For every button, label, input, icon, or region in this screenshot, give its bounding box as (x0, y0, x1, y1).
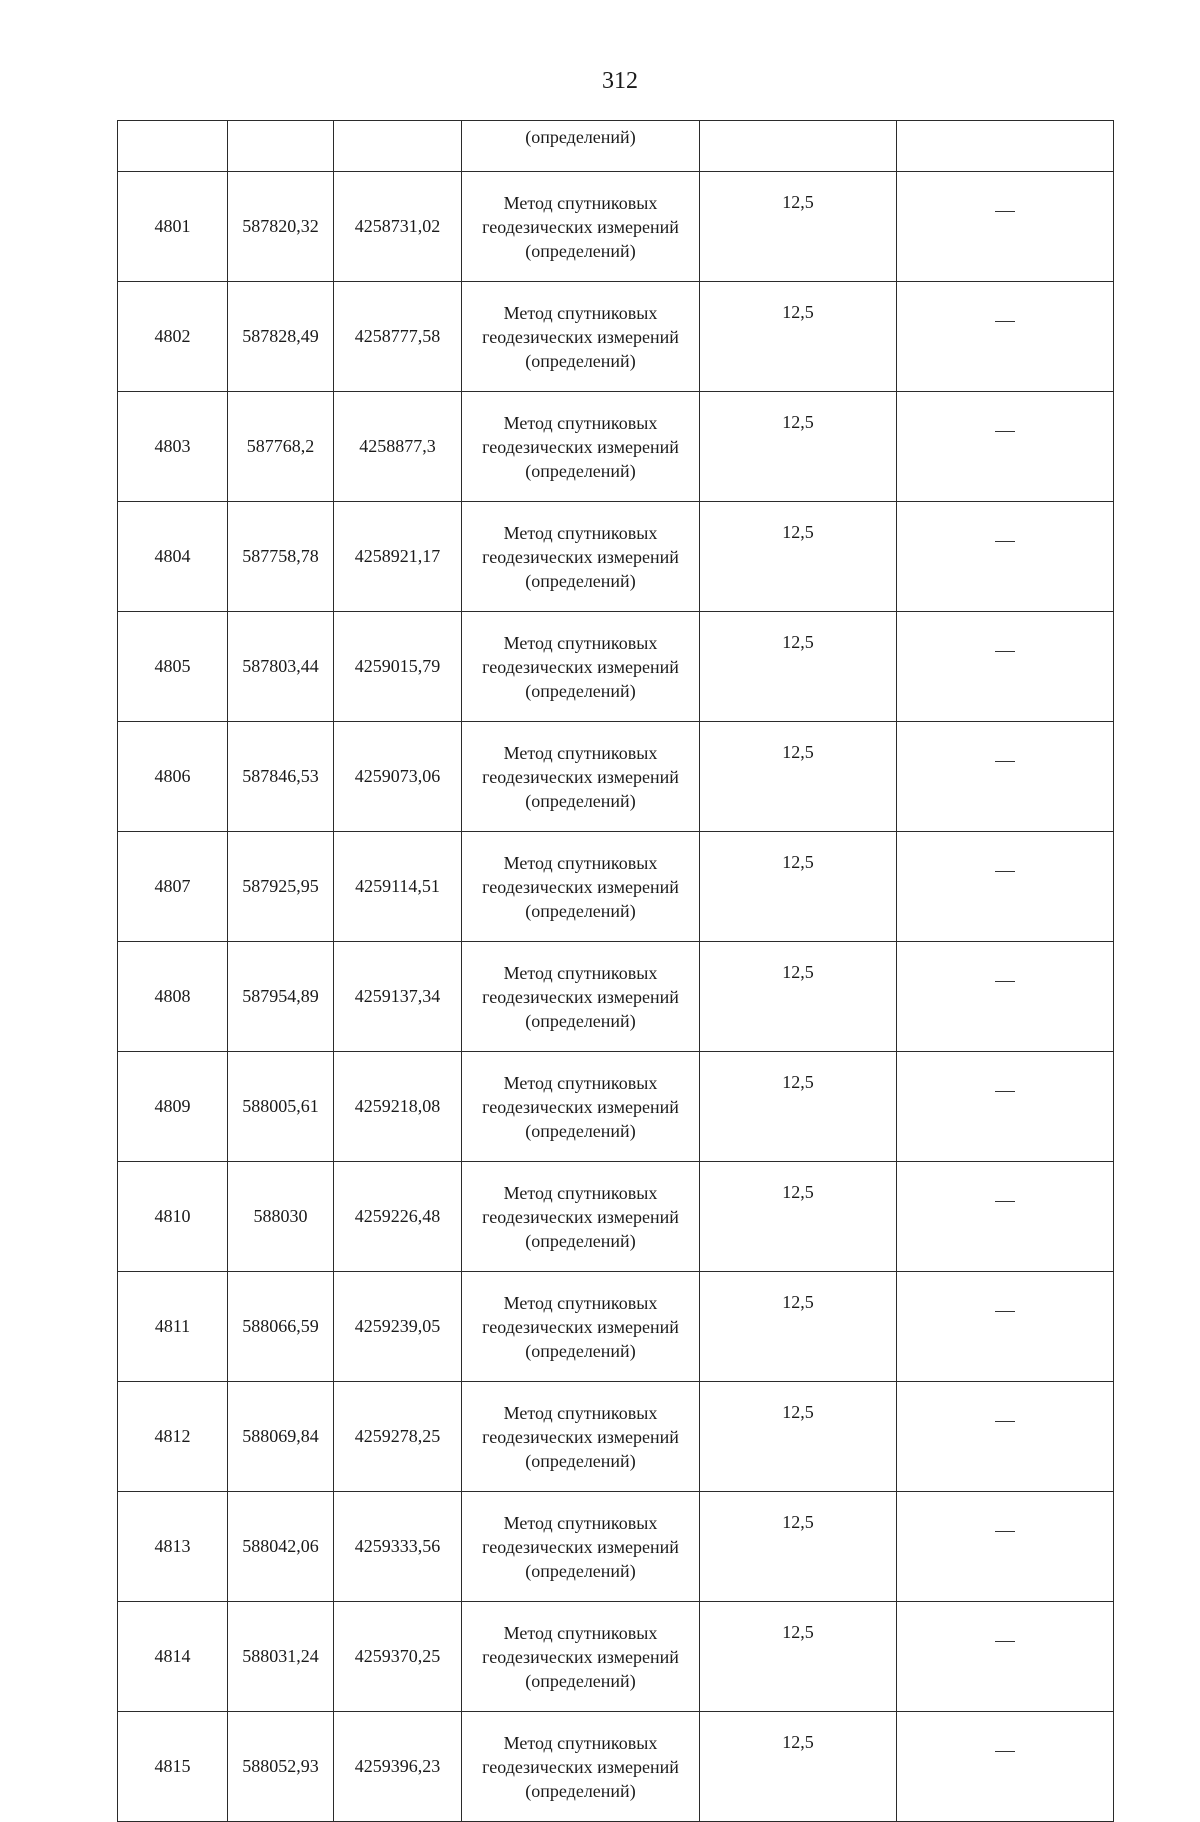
x-coord-cell: 587925,95 (228, 832, 334, 942)
method-cell (462, 1272, 700, 1382)
note-cell (897, 832, 1114, 942)
method-line: Метод спутниковых (503, 1292, 658, 1313)
method-line: Метод спутниковых (503, 962, 658, 983)
y-coord-cell: 4258877,3 (334, 392, 462, 502)
x-coord-cell: 587758,78 (228, 502, 334, 612)
method-cell (462, 1162, 700, 1272)
dash-mark (995, 761, 1015, 762)
x-coord-cell: 588069,84 (228, 1382, 334, 1492)
method-line: (определений) (525, 1560, 636, 1581)
method-line: геодезических измерений (482, 986, 679, 1007)
x-coord-cell: 587846,53 (228, 722, 334, 832)
note-cell (897, 392, 1114, 502)
point-id-cell: 4804 (118, 502, 228, 612)
method-line: (определений) (525, 1340, 636, 1361)
table-row (118, 1492, 1114, 1602)
accuracy-cell: 12,5 (700, 1052, 897, 1162)
point-id-cell: 4812 (118, 1382, 228, 1492)
point-id-cell: 4814 (118, 1602, 228, 1712)
method-line: геодезических измерений (482, 326, 679, 347)
point-id-cell: 4805 (118, 612, 228, 722)
accuracy-cell: 12,5 (700, 392, 897, 502)
accuracy-cell: 12,5 (700, 172, 897, 282)
coordinates-table (117, 120, 1114, 1822)
method-line: Метод спутниковых (503, 192, 658, 213)
method-cell (462, 832, 700, 942)
accuracy-cell: 12,5 (700, 282, 897, 392)
y-coord-cell: 4259015,79 (334, 612, 462, 722)
method-line: геодезических измерений (482, 436, 679, 457)
y-coord-cell: 4259114,51 (334, 832, 462, 942)
x-coord-cell: 588066,59 (228, 1272, 334, 1382)
dash-mark (995, 541, 1015, 542)
accuracy-cell (700, 121, 897, 172)
method-line: (определений) (525, 1670, 636, 1691)
method-line: (определений) (525, 240, 636, 261)
method-line: Метод спутниковых (503, 1072, 658, 1093)
method-line: (определений) (525, 790, 636, 811)
y-coord-cell (334, 121, 462, 172)
y-coord-cell: 4259218,08 (334, 1052, 462, 1162)
y-coord-cell: 4259239,05 (334, 1272, 462, 1382)
method-cell (462, 282, 700, 392)
dash-mark (995, 211, 1015, 212)
table-row (118, 612, 1114, 722)
table-body (118, 121, 1114, 1822)
method-line: Метод спутниковых (503, 1732, 658, 1753)
method-cell: (определений) (462, 121, 700, 172)
point-id-cell: 4810 (118, 1162, 228, 1272)
method-line: Метод спутниковых (503, 1512, 658, 1533)
note-cell (897, 121, 1114, 172)
note-cell (897, 1712, 1114, 1822)
dash-mark (995, 981, 1015, 982)
table-row (118, 942, 1114, 1052)
method-cell (462, 172, 700, 282)
note-cell (897, 1272, 1114, 1382)
y-coord-cell: 4258777,58 (334, 282, 462, 392)
dash-mark (995, 1311, 1015, 1312)
method-line: (определений) (525, 900, 636, 921)
method-cell (462, 1602, 700, 1712)
table-row (118, 282, 1114, 392)
point-id-cell: 4803 (118, 392, 228, 502)
method-line: геодезических измерений (482, 216, 679, 237)
method-line: геодезических измерений (482, 1756, 679, 1777)
method-line: Метод спутниковых (503, 1622, 658, 1643)
method-line: геодезических измерений (482, 546, 679, 567)
point-id-cell: 4801 (118, 172, 228, 282)
accuracy-cell: 12,5 (700, 722, 897, 832)
x-coord-cell: 587828,49 (228, 282, 334, 392)
dash-mark (995, 871, 1015, 872)
method-cell (462, 1712, 700, 1822)
note-cell (897, 172, 1114, 282)
method-cell (462, 1382, 700, 1492)
point-id-cell (118, 121, 228, 172)
method-cell (462, 942, 700, 1052)
method-line: геодезических измерений (482, 766, 679, 787)
accuracy-cell: 12,5 (700, 942, 897, 1052)
method-cell (462, 612, 700, 722)
method-line: геодезических измерений (482, 656, 679, 677)
method-line: геодезических измерений (482, 1206, 679, 1227)
method-line: Метод спутниковых (503, 522, 658, 543)
method-line: (определений) (525, 1780, 636, 1801)
dash-mark (995, 1751, 1015, 1752)
method-line: Метод спутниковых (503, 412, 658, 433)
y-coord-cell: 4259370,25 (334, 1602, 462, 1712)
dash-mark (995, 1421, 1015, 1422)
y-coord-cell: 4259226,48 (334, 1162, 462, 1272)
method-line: геодезических измерений (482, 1646, 679, 1667)
method-line: геодезических измерений (482, 1536, 679, 1557)
method-line: (определений) (525, 1120, 636, 1141)
y-coord-cell: 4259137,34 (334, 942, 462, 1052)
y-coord-cell: 4259073,06 (334, 722, 462, 832)
note-cell (897, 1492, 1114, 1602)
accuracy-cell: 12,5 (700, 1162, 897, 1272)
method-line: (определений) (525, 350, 636, 371)
method-line: Метод спутниковых (503, 1402, 658, 1423)
point-id-cell: 4807 (118, 832, 228, 942)
table-row (118, 172, 1114, 282)
note-cell (897, 942, 1114, 1052)
note-cell (897, 1382, 1114, 1492)
dash-mark (995, 1531, 1015, 1532)
method-line: (определений) (525, 460, 636, 481)
method-line: геодезических измерений (482, 876, 679, 897)
x-coord-cell (228, 121, 334, 172)
dash-mark (995, 1201, 1015, 1202)
table-row (118, 392, 1114, 502)
dash-mark (995, 1091, 1015, 1092)
method-line: Метод спутниковых (503, 632, 658, 653)
y-coord-cell: 4258731,02 (334, 172, 462, 282)
method-line: геодезических измерений (482, 1316, 679, 1337)
dash-mark (995, 431, 1015, 432)
table-row (118, 1272, 1114, 1382)
accuracy-cell: 12,5 (700, 1492, 897, 1602)
y-coord-cell: 4258921,17 (334, 502, 462, 612)
x-coord-cell: 587820,32 (228, 172, 334, 282)
note-cell (897, 1602, 1114, 1712)
point-id-cell: 4808 (118, 942, 228, 1052)
note-cell (897, 282, 1114, 392)
dash-mark (995, 651, 1015, 652)
method-cell (462, 1492, 700, 1602)
table-row (118, 1602, 1114, 1712)
x-coord-cell: 587954,89 (228, 942, 334, 1052)
note-cell (897, 502, 1114, 612)
accuracy-cell: 12,5 (700, 1382, 897, 1492)
x-coord-cell: 588042,06 (228, 1492, 334, 1602)
table-row (118, 502, 1114, 612)
x-coord-cell: 588005,61 (228, 1052, 334, 1162)
method-line: Метод спутниковых (503, 742, 658, 763)
accuracy-cell: 12,5 (700, 502, 897, 612)
dash-mark (995, 321, 1015, 322)
point-id-cell: 4809 (118, 1052, 228, 1162)
note-cell (897, 1162, 1114, 1272)
method-cell (462, 392, 700, 502)
table-row (118, 722, 1114, 832)
method-line: (определений) (525, 1230, 636, 1251)
x-coord-cell: 588030 (228, 1162, 334, 1272)
point-id-cell: 4802 (118, 282, 228, 392)
table-row (118, 832, 1114, 942)
dash-mark (995, 1641, 1015, 1642)
accuracy-cell: 12,5 (700, 832, 897, 942)
y-coord-cell: 4259396,23 (334, 1712, 462, 1822)
x-coord-cell: 587768,2 (228, 392, 334, 502)
accuracy-cell: 12,5 (700, 1272, 897, 1382)
x-coord-cell: 587803,44 (228, 612, 334, 722)
method-cell (462, 1052, 700, 1162)
accuracy-cell: 12,5 (700, 612, 897, 722)
method-line: геодезических измерений (482, 1426, 679, 1447)
method-line: (определений) (525, 1450, 636, 1471)
point-id-cell: 4815 (118, 1712, 228, 1822)
table-row (118, 1052, 1114, 1162)
method-line: (определений) (525, 570, 636, 591)
point-id-cell: 4811 (118, 1272, 228, 1382)
method-cell (462, 502, 700, 612)
x-coord-cell: 588052,93 (228, 1712, 334, 1822)
table-row (118, 1162, 1114, 1272)
method-line: Метод спутниковых (503, 302, 658, 323)
point-id-cell: 4806 (118, 722, 228, 832)
accuracy-cell: 12,5 (700, 1602, 897, 1712)
accuracy-cell: 12,5 (700, 1712, 897, 1822)
y-coord-cell: 4259333,56 (334, 1492, 462, 1602)
note-cell (897, 722, 1114, 832)
note-cell (897, 1052, 1114, 1162)
point-id-cell: 4813 (118, 1492, 228, 1602)
page-number: 312 (602, 68, 638, 94)
table-row (118, 1382, 1114, 1492)
method-line: Метод спутниковых (503, 1182, 658, 1203)
y-coord-cell: 4259278,25 (334, 1382, 462, 1492)
method-line: Метод спутниковых (503, 852, 658, 873)
method-line: геодезических измерений (482, 1096, 679, 1117)
x-coord-cell: 588031,24 (228, 1602, 334, 1712)
method-cell (462, 722, 700, 832)
note-cell (897, 612, 1114, 722)
method-line: (определений) (525, 1010, 636, 1031)
table-row (118, 1712, 1114, 1822)
continued-row (118, 121, 1114, 172)
method-line: (определений) (525, 680, 636, 701)
